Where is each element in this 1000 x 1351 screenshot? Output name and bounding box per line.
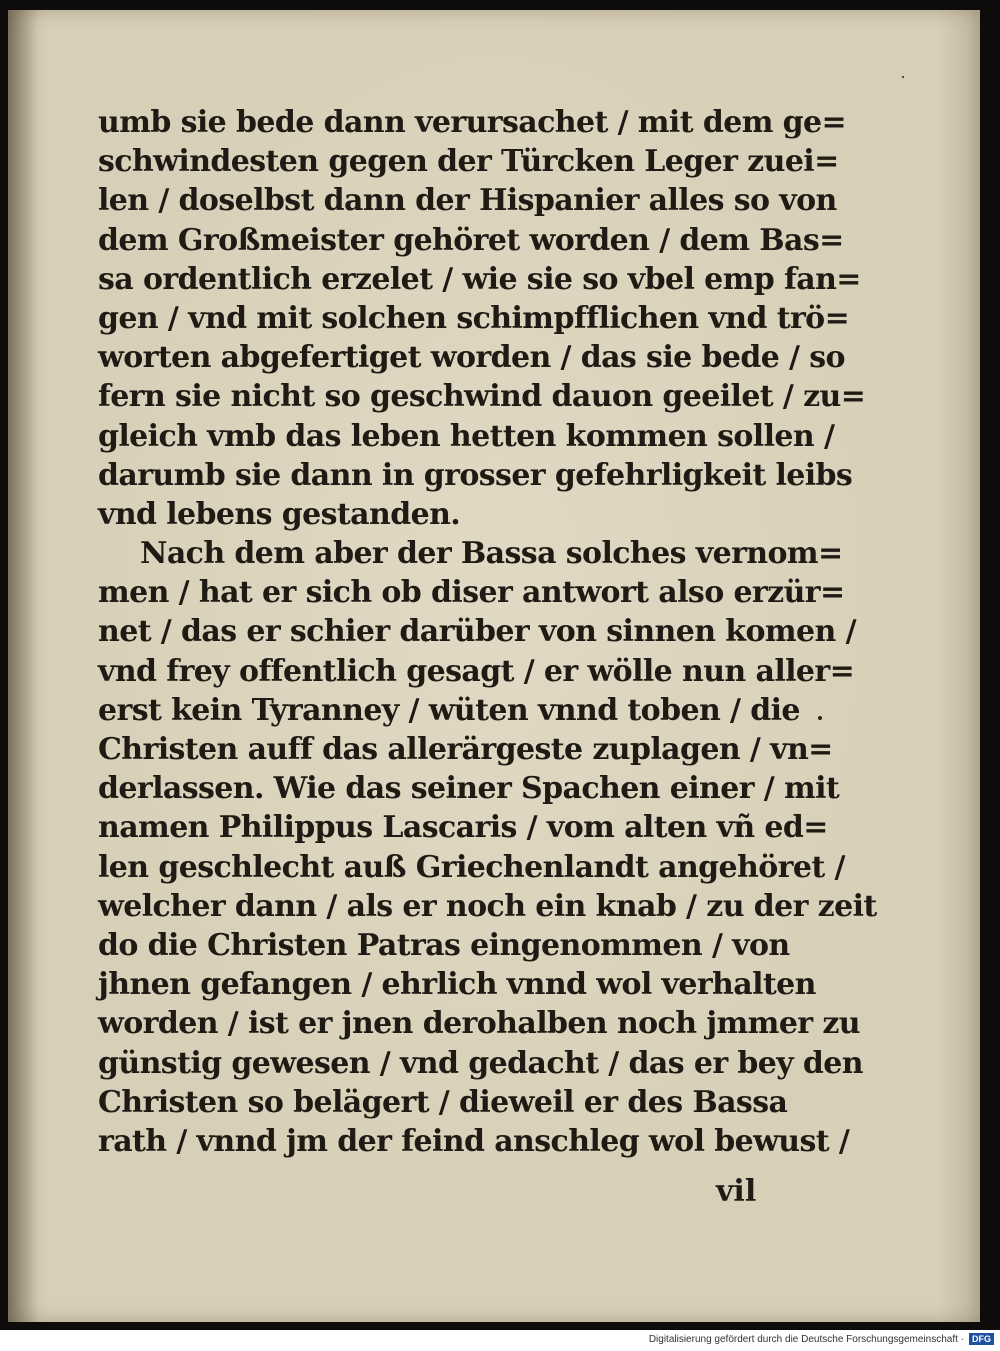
text-line: derlassen. Wie das seiner Spachen einer / mit [98,771,840,807]
text-line: schwindesten gegen der Türcken Leger zuei= [98,144,839,180]
text-line: vnd lebens gestanden. [98,496,461,532]
text-line: fern sie nicht so geschwind dauon geeilet / zu= [98,379,866,415]
text-line: dem Großmeister gehöret worden / dem Bas= [98,222,844,258]
text-line: men / hat er sich ob diser antwort also erzür= [98,575,845,611]
text-line: Christen so belägert / dieweil er des Bassa [98,1084,788,1120]
text-line: net / das er schier darüber von sinnen komen / [98,614,856,650]
text-line: len geschlecht auß Griechenlandt angehöret / [98,849,845,885]
text-line: jhnen gefangen / ehrlich vnnd wol verhalten [98,967,816,1003]
text-line: günstig gewesen / vnd gedacht / das er bey den [98,1045,863,1081]
text-line: Christen auff das allerärgeste zuplagen / vn= [98,732,833,767]
text-line: worden / ist er jnen derohalben noch jmmer zu [98,1006,861,1042]
text-line: darumb sie dann in grosser gefehrligkeit leibs [98,457,853,493]
text-line: welcher dann / als er noch ein knab / zu der zeit [98,888,877,924]
dfg-logo-icon: DFG [969,1333,994,1345]
funding-credit: Digitalisierung gefördert durch die Deutsche Forschungsgemeinschaft · [648,1334,964,1345]
text-line: sa ordentlich erzelet / wie sie so vbel emp fan= [98,261,861,297]
page-text [98,103,877,1161]
gutter-shadow [8,10,38,1322]
ink-speck [818,716,822,720]
text-line: rath / vnnd jm der feind anschleg wol bewust / [98,1123,850,1159]
ink-speck [902,76,904,78]
text-line: vnd frey offentlich gesagt / er wölle nun aller= [98,653,855,689]
text-line: len / doselbst dann der Hispanier alles so von [98,183,837,219]
text-line: namen Philippus Lascaris / vom alten vñ ed= [98,810,828,846]
text-line: worten abgefertiget worden / das sie bede / so [98,340,845,376]
text-line: do die Christen Patras eingenommen / von [98,927,790,963]
text-line-paragraph-start: Nach dem aber der Bassa solches vernom= [140,536,843,572]
text-line: erst kein Tyranney / wüten vnnd toben / die [98,692,800,728]
catchword: vil [716,1174,757,1209]
text-line: umb sie bede dann verursachet / mit dem ge= [98,105,847,140]
text-line: gen / vnd mit solchen schimpfflichen vnd trö= [98,300,850,336]
footer-bar [0,1330,1000,1351]
text-line: gleich vmb das leben hetten kommen sollen / [98,418,835,454]
